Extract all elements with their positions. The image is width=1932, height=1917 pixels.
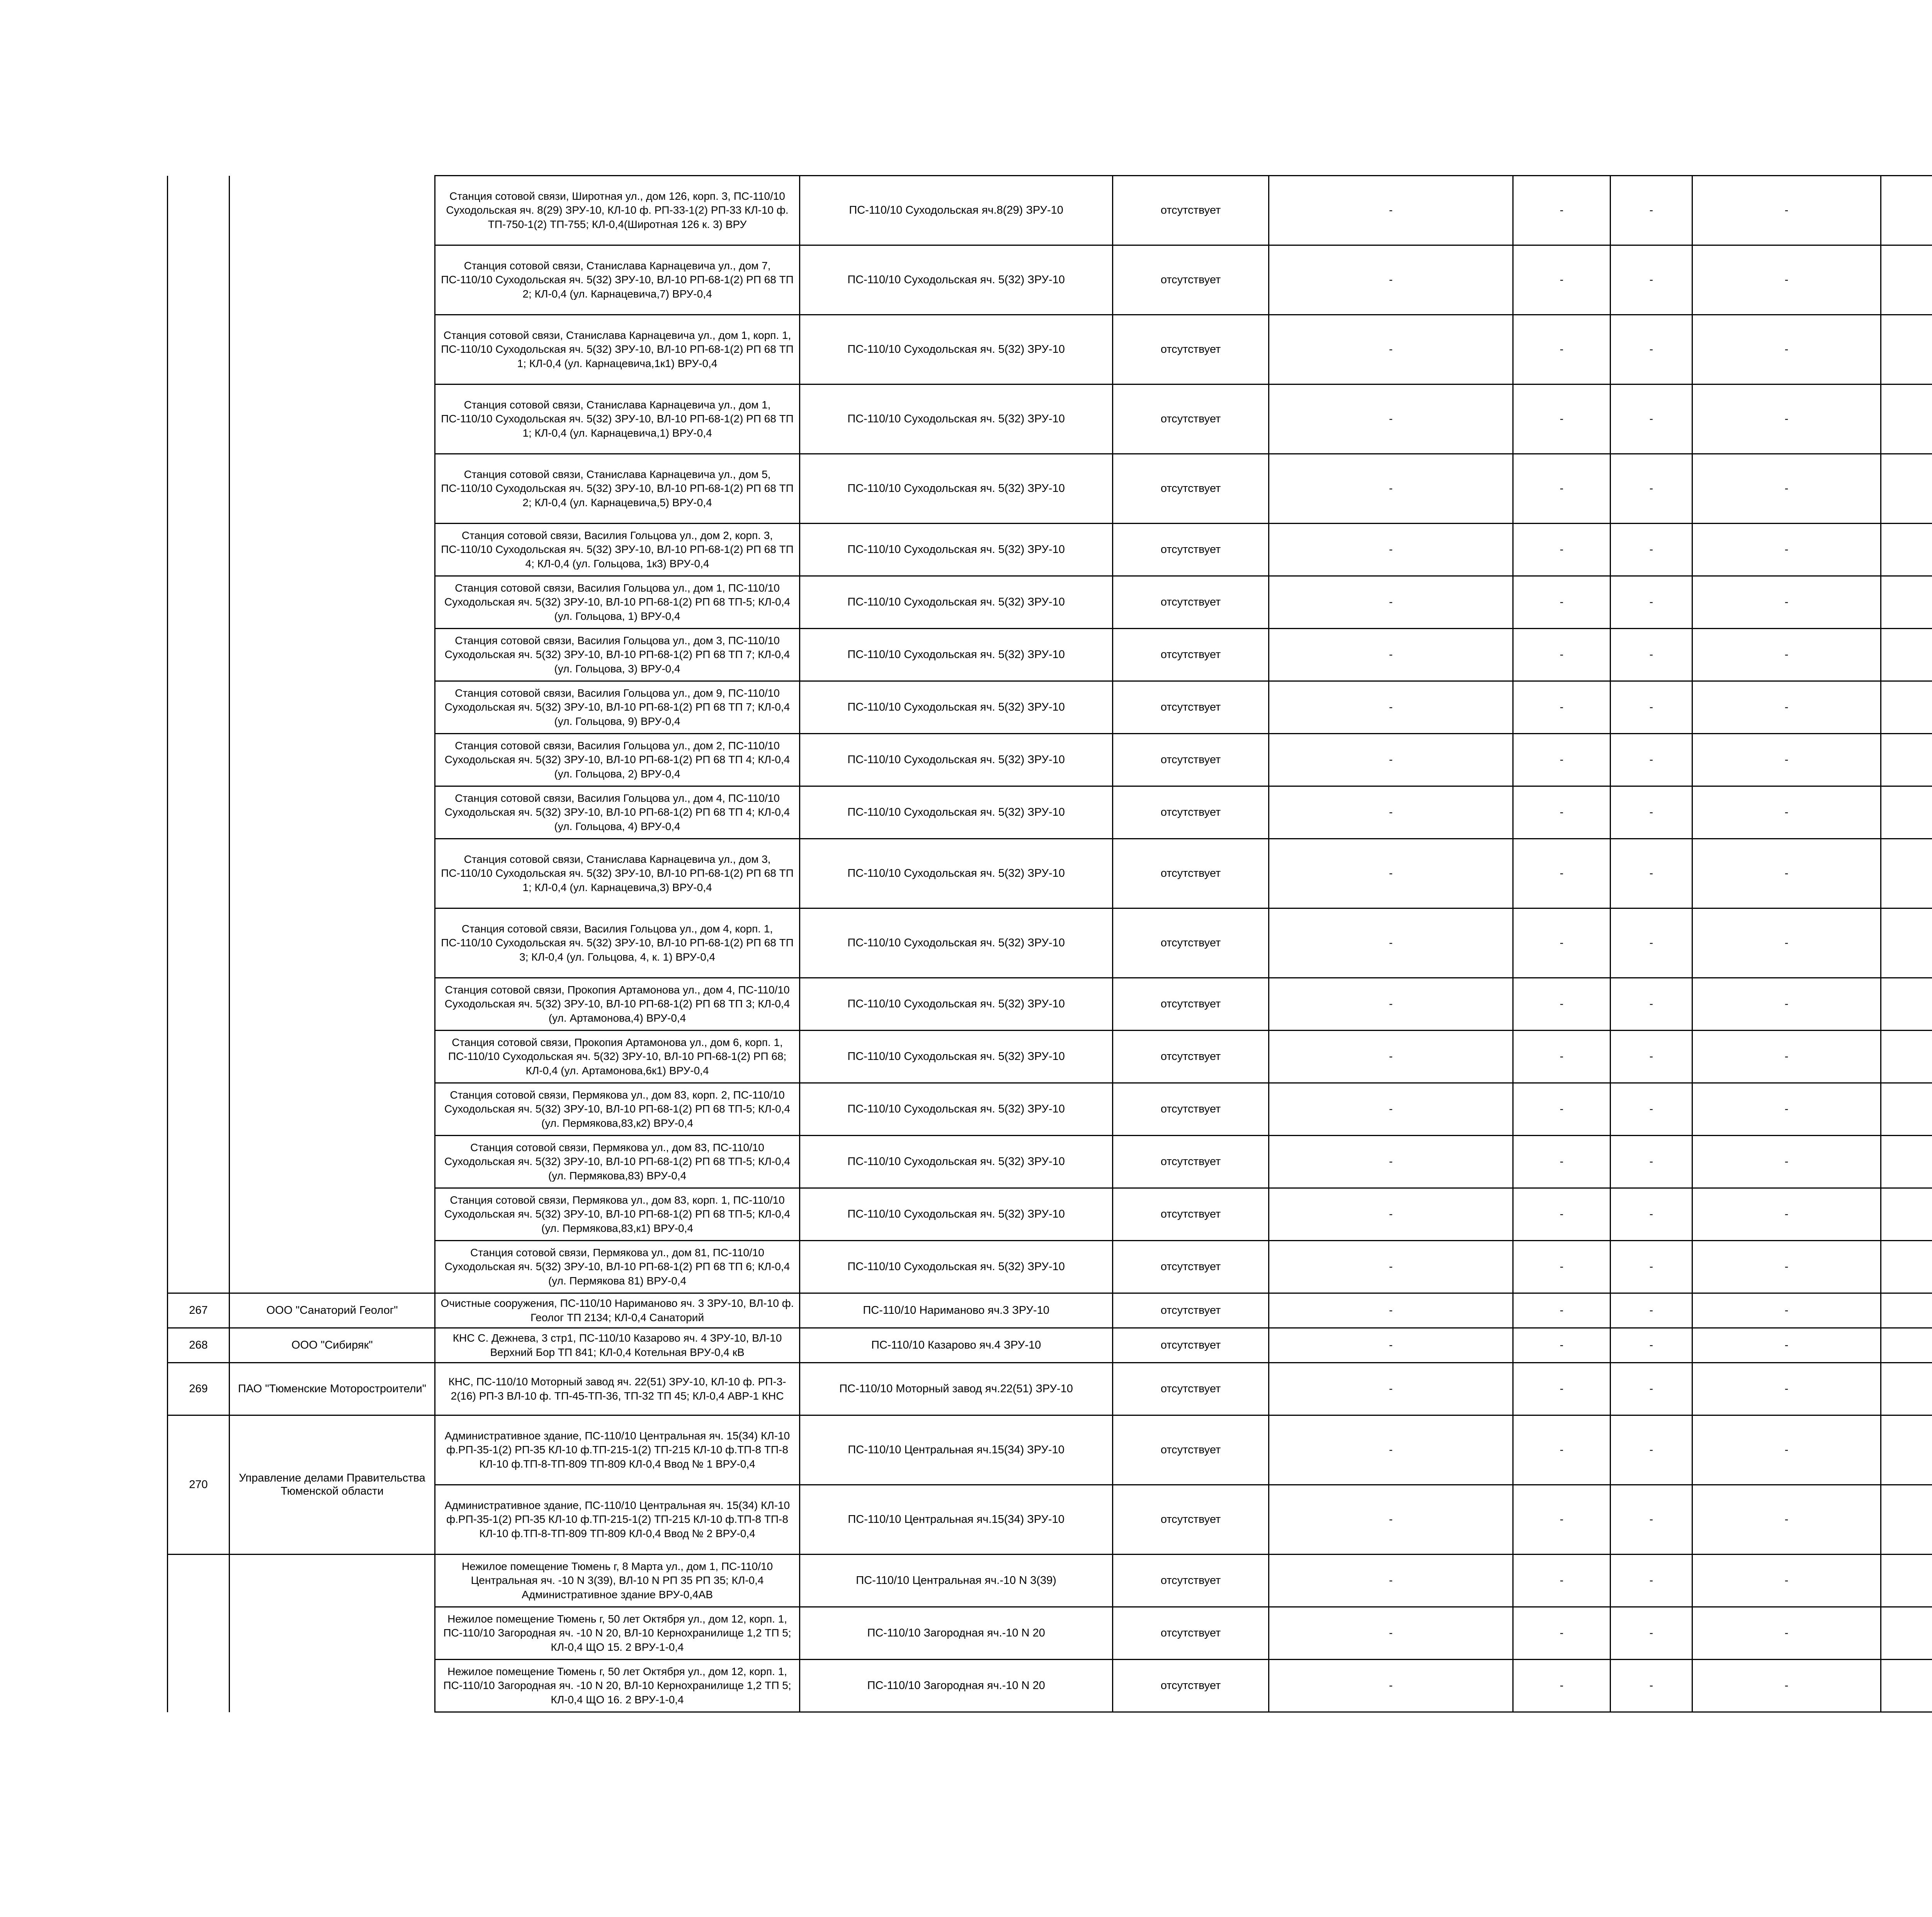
table-row	[168, 1415, 1932, 1485]
col9-cell	[1881, 1136, 1932, 1188]
col8-cell: -	[1692, 681, 1881, 734]
table-row	[168, 1363, 1932, 1415]
power-source-cell: ПС-110/10 Суходольская яч. 5(32) ЗРУ-10	[800, 978, 1113, 1031]
table-row	[168, 176, 1932, 245]
col7-cell: -	[1611, 1188, 1692, 1241]
col8-cell: -	[1692, 1660, 1881, 1712]
col9-cell	[1881, 1363, 1932, 1415]
col6-cell: -	[1513, 576, 1611, 629]
col9-cell	[1881, 315, 1932, 384]
col8-cell: -	[1692, 978, 1881, 1031]
object-description-cell: Станция сотовой связи, Прокопия Артамонова ул., дом 6, корп. 1, ПС-110/10 Суходольская яч. 5(32) ЗРУ-10, ВЛ-10 РП-68-1(2) РП 68; КЛ-0,4 (ул. Артамонова,6к1) ВРУ-0,4	[435, 1031, 800, 1083]
col9-cell	[1881, 1660, 1932, 1712]
col6-cell: -	[1513, 1293, 1611, 1328]
power-source-cell: ПС-110/10 Моторный завод яч.22(51) ЗРУ-10	[800, 1363, 1113, 1415]
col5-cell: -	[1269, 1241, 1513, 1293]
object-description-cell: Станция сотовой связи, Пермякова ул., дом 83, корп. 2, ПС-110/10 Суходольская яч. 5(32) ЗРУ-10, ВЛ-10 РП-68-1(2) РП 68 ТП-5; КЛ-0,4 (ул. Пермякова,83,к2) ВРУ-0,4	[435, 1083, 800, 1136]
col7-cell: -	[1611, 786, 1692, 839]
col9-cell	[1881, 1188, 1932, 1241]
object-description-cell: Очистные сооружения, ПС-110/10 Нариманово яч. 3 ЗРУ-10, ВЛ-10 ф. Геолог ТП 2134; КЛ-0,4 Санаторий	[435, 1293, 800, 1328]
col5-cell: -	[1269, 454, 1513, 524]
data-table	[167, 175, 1932, 1713]
col7-cell: -	[1611, 245, 1692, 315]
status-cell: отсутствует	[1113, 1555, 1269, 1607]
col8-cell: -	[1692, 1555, 1881, 1607]
col8-cell: -	[1692, 524, 1881, 576]
col6-cell: -	[1513, 1083, 1611, 1136]
col6-cell: -	[1513, 1607, 1611, 1660]
col9-cell	[1881, 1083, 1932, 1136]
col5-cell: -	[1269, 384, 1513, 454]
col8-cell: -	[1692, 245, 1881, 315]
status-cell: отсутствует	[1113, 978, 1269, 1031]
object-description-cell: Нежилое помещение Тюмень г, 50 лет Октября ул., дом 12, корп. 1, ПС-110/10 Загородная яч. -10 N 20, ВЛ-10 Кернохранилище 1,2 ТП 5; КЛ-0,4 ЩО 15. 2 ВРУ-1-0,4	[435, 1607, 800, 1660]
col7-cell: -	[1611, 1607, 1692, 1660]
object-description-cell: Станция сотовой связи, Станислава Карнацевича ул., дом 1, корп. 1, ПС-110/10 Суходольская яч. 5(32) ЗРУ-10, ВЛ-10 РП-68-1(2) РП 68 ТП 1; КЛ-0,4 (ул. Карнацевича,1к1) ВРУ-0,4	[435, 315, 800, 384]
status-cell: отсутствует	[1113, 1485, 1269, 1555]
col9-cell	[1881, 1555, 1932, 1607]
col5-cell: -	[1269, 1188, 1513, 1241]
status-cell: отсутствует	[1113, 1188, 1269, 1241]
power-source-cell: ПС-110/10 Казарово яч.4 ЗРУ-10	[800, 1328, 1113, 1363]
power-source-cell: ПС-110/10 Суходольская яч. 5(32) ЗРУ-10	[800, 384, 1113, 454]
object-description-cell: Станция сотовой связи, Пермякова ул., дом 83, корп. 1, ПС-110/10 Суходольская яч. 5(32) ЗРУ-10, ВЛ-10 РП-68-1(2) РП 68 ТП-5; КЛ-0,4 (ул. Пермякова,83,к1) ВРУ-0,4	[435, 1188, 800, 1241]
status-cell: отсутствует	[1113, 1415, 1269, 1485]
col8-cell: -	[1692, 1031, 1881, 1083]
power-source-cell: ПС-110/10 Нариманово яч.3 ЗРУ-10	[800, 1293, 1113, 1328]
col9-cell	[1881, 734, 1932, 786]
col8-cell: -	[1692, 629, 1881, 681]
col9-cell	[1881, 1328, 1932, 1363]
col5-cell: -	[1269, 524, 1513, 576]
col6-cell: -	[1513, 978, 1611, 1031]
organization-cell	[230, 1555, 435, 1712]
power-source-cell: ПС-110/10 Суходольская яч. 5(32) ЗРУ-10	[800, 629, 1113, 681]
object-description-cell: Станция сотовой связи, Пермякова ул., дом 83, ПС-110/10 Суходольская яч. 5(32) ЗРУ-10, ВЛ-10 РП-68-1(2) РП 68 ТП-5; КЛ-0,4 (ул. Пермякова,83) ВРУ-0,4	[435, 1136, 800, 1188]
table-row	[168, 1328, 1932, 1363]
col7-cell: -	[1611, 1363, 1692, 1415]
col5-cell: -	[1269, 1083, 1513, 1136]
col8-cell: -	[1692, 454, 1881, 524]
object-description-cell: Станция сотовой связи, Василия Гольцова ул., дом 9, ПС-110/10 Суходольская яч. 5(32) ЗРУ-10, ВЛ-10 РП-68-1(2) РП 68 ТП 7; КЛ-0,4 (ул. Гольцова, 9) ВРУ-0,4	[435, 681, 800, 734]
object-description-cell: Административное здание, ПС-110/10 Центральная яч. 15(34) КЛ-10 ф.РП-35-1(2) РП-35 КЛ-10 ф.ТП-215-1(2) ТП-215 КЛ-10 ф.ТП-8 ТП-8 КЛ-10 ф.ТП-8-ТП-809 ТП-809 КЛ-0,4 Ввод № 1 ВРУ-0,4	[435, 1415, 800, 1485]
organization-cell: ПАО "Тюменские Моторостроители"	[230, 1363, 435, 1415]
col5-cell: -	[1269, 978, 1513, 1031]
row-number-cell: 270	[168, 1415, 230, 1555]
col8-cell: -	[1692, 1607, 1881, 1660]
power-source-cell: ПС-110/10 Загородная яч.-10 N 20	[800, 1660, 1113, 1712]
col5-cell: -	[1269, 629, 1513, 681]
power-source-cell: ПС-110/10 Суходольская яч. 5(32) ЗРУ-10	[800, 1136, 1113, 1188]
power-source-cell: ПС-110/10 Суходольская яч. 5(32) ЗРУ-10	[800, 734, 1113, 786]
col9-cell	[1881, 681, 1932, 734]
status-cell: отсутствует	[1113, 734, 1269, 786]
col6-cell: -	[1513, 1555, 1611, 1607]
col6-cell: -	[1513, 1660, 1611, 1712]
col7-cell: -	[1611, 839, 1692, 908]
object-description-cell: Станция сотовой связи, Станислава Карнацевича ул., дом 3, ПС-110/10 Суходольская яч. 5(32) ЗРУ-10, ВЛ-10 РП-68-1(2) РП 68 ТП 1; КЛ-0,4 (ул. Карнацевича,3) ВРУ-0,4	[435, 839, 800, 908]
table-row	[168, 1293, 1932, 1328]
col9-cell	[1881, 176, 1932, 245]
row-number-cell	[168, 1555, 230, 1712]
col6-cell: -	[1513, 245, 1611, 315]
status-cell: отсутствует	[1113, 315, 1269, 384]
col8-cell: -	[1692, 786, 1881, 839]
col8-cell: -	[1692, 1241, 1881, 1293]
col6-cell: -	[1513, 1415, 1611, 1485]
object-description-cell: Станция сотовой связи, Василия Гольцова ул., дом 3, ПС-110/10 Суходольская яч. 5(32) ЗРУ-10, ВЛ-10 РП-68-1(2) РП 68 ТП 7; КЛ-0,4 (ул. Гольцова, 3) ВРУ-0,4	[435, 629, 800, 681]
power-source-cell: ПС-110/10 Суходольская яч.8(29) ЗРУ-10	[800, 176, 1113, 245]
col5-cell: -	[1269, 1293, 1513, 1328]
object-description-cell: Административное здание, ПС-110/10 Центральная яч. 15(34) КЛ-10 ф.РП-35-1(2) РП-35 КЛ-10 ф.ТП-215-1(2) ТП-215 КЛ-10 ф.ТП-8 ТП-8 КЛ-10 ф.ТП-8-ТП-809 ТП-809 КЛ-0,4 Ввод № 2 ВРУ-0,4	[435, 1485, 800, 1555]
col5-cell: -	[1269, 1415, 1513, 1485]
col5-cell: -	[1269, 1363, 1513, 1415]
col8-cell: -	[1692, 384, 1881, 454]
power-source-cell: ПС-110/10 Суходольская яч. 5(32) ЗРУ-10	[800, 1083, 1113, 1136]
col9-cell	[1881, 978, 1932, 1031]
col6-cell: -	[1513, 1136, 1611, 1188]
col7-cell: -	[1611, 384, 1692, 454]
object-description-cell: Станция сотовой связи, Станислава Карнацевича ул., дом 5, ПС-110/10 Суходольская яч. 5(32) ЗРУ-10, ВЛ-10 РП-68-1(2) РП 68 ТП 2; КЛ-0,4 (ул. Карнацевича,5) ВРУ-0,4	[435, 454, 800, 524]
col6-cell: -	[1513, 524, 1611, 576]
power-source-cell: ПС-110/10 Суходольская яч. 5(32) ЗРУ-10	[800, 245, 1113, 315]
status-cell: отсутствует	[1113, 629, 1269, 681]
col7-cell: -	[1611, 681, 1692, 734]
status-cell: отсутствует	[1113, 839, 1269, 908]
table-row	[168, 1555, 1932, 1607]
col5-cell: -	[1269, 1660, 1513, 1712]
status-cell: отсутствует	[1113, 1083, 1269, 1136]
power-source-cell: ПС-110/10 Суходольская яч. 5(32) ЗРУ-10	[800, 1031, 1113, 1083]
col7-cell: -	[1611, 1031, 1692, 1083]
status-cell: отсутствует	[1113, 576, 1269, 629]
col8-cell: -	[1692, 315, 1881, 384]
power-source-cell: ПС-110/10 Суходольская яч. 5(32) ЗРУ-10	[800, 839, 1113, 908]
object-description-cell: Станция сотовой связи, Василия Гольцова ул., дом 2, ПС-110/10 Суходольская яч. 5(32) ЗРУ-10, ВЛ-10 РП-68-1(2) РП 68 ТП 4; КЛ-0,4 (ул. Гольцова, 2) ВРУ-0,4	[435, 734, 800, 786]
col7-cell: -	[1611, 1293, 1692, 1328]
object-description-cell: Станция сотовой связи, Пермякова ул., дом 81, ПС-110/10 Суходольская яч. 5(32) ЗРУ-10, ВЛ-10 РП-68-1(2) РП 68 ТП 6; КЛ-0,4 (ул. Пермякова 81) ВРУ-0,4	[435, 1241, 800, 1293]
col8-cell: -	[1692, 1363, 1881, 1415]
status-cell: отсутствует	[1113, 1607, 1269, 1660]
power-source-cell: ПС-110/10 Суходольская яч. 5(32) ЗРУ-10	[800, 576, 1113, 629]
object-description-cell: Станция сотовой связи, Станислава Карнацевича ул., дом 1, ПС-110/10 Суходольская яч. 5(32) ЗРУ-10, ВЛ-10 РП-68-1(2) РП 68 ТП 1; КЛ-0,4 (ул. Карнацевича,1) ВРУ-0,4	[435, 384, 800, 454]
col8-cell: -	[1692, 839, 1881, 908]
col8-cell: -	[1692, 1188, 1881, 1241]
col6-cell: -	[1513, 734, 1611, 786]
organization-cell	[230, 176, 435, 1293]
col9-cell	[1881, 1241, 1932, 1293]
col7-cell: -	[1611, 1241, 1692, 1293]
col7-cell: -	[1611, 978, 1692, 1031]
object-description-cell: Нежилое помещение Тюмень г, 50 лет Октября ул., дом 12, корп. 1, ПС-110/10 Загородная яч. -10 N 20, ВЛ-10 Кернохранилище 1,2 ТП 5; КЛ-0,4 ЩО 16. 2 ВРУ-1-0,4	[435, 1660, 800, 1712]
col6-cell: -	[1513, 176, 1611, 245]
col7-cell: -	[1611, 1660, 1692, 1712]
object-description-cell: Станция сотовой связи, Василия Гольцова ул., дом 4, ПС-110/10 Суходольская яч. 5(32) ЗРУ-10, ВЛ-10 РП-68-1(2) РП 68 ТП 4; КЛ-0,4 (ул. Гольцова, 4) ВРУ-0,4	[435, 786, 800, 839]
col9-cell	[1881, 384, 1932, 454]
col9-cell	[1881, 1415, 1932, 1485]
col7-cell: -	[1611, 734, 1692, 786]
col5-cell: -	[1269, 786, 1513, 839]
status-cell: отсутствует	[1113, 454, 1269, 524]
col7-cell: -	[1611, 1485, 1692, 1555]
col6-cell: -	[1513, 629, 1611, 681]
col7-cell: -	[1611, 1328, 1692, 1363]
col9-cell	[1881, 908, 1932, 978]
col9-cell	[1881, 576, 1932, 629]
col8-cell: -	[1692, 1083, 1881, 1136]
status-cell: отсутствует	[1113, 1031, 1269, 1083]
col5-cell: -	[1269, 734, 1513, 786]
col6-cell: -	[1513, 1188, 1611, 1241]
col9-cell	[1881, 1293, 1932, 1328]
object-description-cell: КНС, ПС-110/10 Моторный завод яч. 22(51) ЗРУ-10, КЛ-10 ф. РП-3-2(16) РП-3 ВЛ-10 ф. ТП-45-ТП-36, ТП-32 ТП 45; КЛ-0,4 АВР-1 КНС	[435, 1363, 800, 1415]
col9-cell	[1881, 839, 1932, 908]
col8-cell: -	[1692, 576, 1881, 629]
col9-cell	[1881, 454, 1932, 524]
status-cell: отсутствует	[1113, 1328, 1269, 1363]
col7-cell: -	[1611, 1136, 1692, 1188]
status-cell: отсутствует	[1113, 786, 1269, 839]
col7-cell: -	[1611, 908, 1692, 978]
organization-cell: ООО "Сибиряк"	[230, 1328, 435, 1363]
col9-cell	[1881, 1031, 1932, 1083]
power-source-cell: ПС-110/10 Суходольская яч. 5(32) ЗРУ-10	[800, 1188, 1113, 1241]
col6-cell: -	[1513, 384, 1611, 454]
col6-cell: -	[1513, 1485, 1611, 1555]
col6-cell: -	[1513, 908, 1611, 978]
col6-cell: -	[1513, 1328, 1611, 1363]
col7-cell: -	[1611, 315, 1692, 384]
col7-cell: -	[1611, 576, 1692, 629]
col7-cell: -	[1611, 176, 1692, 245]
col5-cell: -	[1269, 1136, 1513, 1188]
status-cell: отсутствует	[1113, 524, 1269, 576]
status-cell: отсутствует	[1113, 681, 1269, 734]
col5-cell: -	[1269, 245, 1513, 315]
col5-cell: -	[1269, 1485, 1513, 1555]
col7-cell: -	[1611, 454, 1692, 524]
col8-cell: -	[1692, 1485, 1881, 1555]
col5-cell: -	[1269, 681, 1513, 734]
row-number-cell: 268	[168, 1328, 230, 1363]
col5-cell: -	[1269, 1555, 1513, 1607]
col7-cell: -	[1611, 629, 1692, 681]
row-number-cell: 267	[168, 1293, 230, 1328]
object-description-cell: Станция сотовой связи, Станислава Карнацевича ул., дом 7, ПС-110/10 Суходольская яч. 5(32) ЗРУ-10, ВЛ-10 РП-68-1(2) РП 68 ТП 2; КЛ-0,4 (ул. Карнацевича,7) ВРУ-0,4	[435, 245, 800, 315]
power-source-cell: ПС-110/10 Суходольская яч. 5(32) ЗРУ-10	[800, 1241, 1113, 1293]
col9-cell	[1881, 1607, 1932, 1660]
row-number-cell: 269	[168, 1363, 230, 1415]
col5-cell: -	[1269, 839, 1513, 908]
col9-cell	[1881, 786, 1932, 839]
col9-cell	[1881, 245, 1932, 315]
col8-cell: -	[1692, 176, 1881, 245]
col8-cell: -	[1692, 734, 1881, 786]
power-source-cell: ПС-110/10 Суходольская яч. 5(32) ЗРУ-10	[800, 524, 1113, 576]
power-source-cell: ПС-110/10 Суходольская яч. 5(32) ЗРУ-10	[800, 681, 1113, 734]
power-source-cell: ПС-110/10 Центральная яч.-10 N 3(39)	[800, 1555, 1113, 1607]
col5-cell: -	[1269, 315, 1513, 384]
col9-cell	[1881, 524, 1932, 576]
col6-cell: -	[1513, 454, 1611, 524]
col5-cell: -	[1269, 1328, 1513, 1363]
status-cell: отсутствует	[1113, 1363, 1269, 1415]
status-cell: отсутствует	[1113, 908, 1269, 978]
row-number-cell	[168, 176, 230, 1293]
power-source-cell: ПС-110/10 Загородная яч.-10 N 20	[800, 1607, 1113, 1660]
col5-cell: -	[1269, 1031, 1513, 1083]
col8-cell: -	[1692, 1293, 1881, 1328]
col7-cell: -	[1611, 524, 1692, 576]
power-source-cell: ПС-110/10 Суходольская яч. 5(32) ЗРУ-10	[800, 315, 1113, 384]
col9-cell	[1881, 1485, 1932, 1555]
status-cell: отсутствует	[1113, 1241, 1269, 1293]
col6-cell: -	[1513, 1031, 1611, 1083]
col6-cell: -	[1513, 681, 1611, 734]
power-source-cell: ПС-110/10 Суходольская яч. 5(32) ЗРУ-10	[800, 908, 1113, 978]
col6-cell: -	[1513, 1363, 1611, 1415]
organization-cell: Управление делами Правительства Тюменской области	[230, 1415, 435, 1555]
col8-cell: -	[1692, 1328, 1881, 1363]
col8-cell: -	[1692, 908, 1881, 978]
object-description-cell: Станция сотовой связи, Василия Гольцова ул., дом 4, корп. 1, ПС-110/10 Суходольская яч. 5(32) ЗРУ-10, ВЛ-10 РП-68-1(2) РП 68 ТП 3; КЛ-0,4 (ул. Гольцова, 4, к. 1) ВРУ-0,4	[435, 908, 800, 978]
object-description-cell: Станция сотовой связи, Василия Гольцова ул., дом 1, ПС-110/10 Суходольская яч. 5(32) ЗРУ-10, ВЛ-10 РП-68-1(2) РП 68 ТП-5; КЛ-0,4 (ул. Гольцова, 1) ВРУ-0,4	[435, 576, 800, 629]
col6-cell: -	[1513, 315, 1611, 384]
status-cell: отсутствует	[1113, 1136, 1269, 1188]
object-description-cell: Станция сотовой связи, Широтная ул., дом 126, корп. 3, ПС-110/10 Суходольская яч. 8(29) ЗРУ-10, КЛ-10 ф. РП-33-1(2) РП-33 КЛ-10 ф. ТП-750-1(2) ТП-755; КЛ-0,4(Широтная 126 к. 3) ВРУ	[435, 176, 800, 245]
object-description-cell: Нежилое помещение Тюмень г, 8 Марта ул., дом 1, ПС-110/10 Центральная яч. -10 N 3(39), ВЛ-10 N РП 35 РП 35; КЛ-0,4 Административное здание ВРУ-0,4АВ	[435, 1555, 800, 1607]
power-source-cell: ПС-110/10 Суходольская яч. 5(32) ЗРУ-10	[800, 786, 1113, 839]
object-description-cell: КНС С. Дежнева, 3 стр1, ПС-110/10 Казарово яч. 4 ЗРУ-10, ВЛ-10 Верхний Бор ТП 841; КЛ-0,4 Котельная ВРУ-0,4 кВ	[435, 1328, 800, 1363]
col5-cell: -	[1269, 176, 1513, 245]
col6-cell: -	[1513, 786, 1611, 839]
col8-cell: -	[1692, 1136, 1881, 1188]
status-cell: отсутствует	[1113, 1660, 1269, 1712]
col5-cell: -	[1269, 908, 1513, 978]
power-source-cell: ПС-110/10 Центральная яч.15(34) ЗРУ-10	[800, 1485, 1113, 1555]
col7-cell: -	[1611, 1415, 1692, 1485]
status-cell: отсутствует	[1113, 245, 1269, 315]
col5-cell: -	[1269, 1607, 1513, 1660]
object-description-cell: Станция сотовой связи, Прокопия Артамонова ул., дом 4, ПС-110/10 Суходольская яч. 5(32) ЗРУ-10, ВЛ-10 РП-68-1(2) РП 68 ТП 3; КЛ-0,4 (ул. Артамонова,4) ВРУ-0,4	[435, 978, 800, 1031]
col6-cell: -	[1513, 839, 1611, 908]
col8-cell: -	[1692, 1415, 1881, 1485]
status-cell: отсутствует	[1113, 384, 1269, 454]
power-source-cell: ПС-110/10 Суходольская яч. 5(32) ЗРУ-10	[800, 454, 1113, 524]
status-cell: отсутствует	[1113, 1293, 1269, 1328]
object-description-cell: Станция сотовой связи, Василия Гольцова ул., дом 2, корп. 3, ПС-110/10 Суходольская яч. 5(32) ЗРУ-10, ВЛ-10 РП-68-1(2) РП 68 ТП 4; КЛ-0,4 (ул. Гольцова, 1к3) ВРУ-0,4	[435, 524, 800, 576]
power-source-cell: ПС-110/10 Центральная яч.15(34) ЗРУ-10	[800, 1415, 1113, 1485]
col7-cell: -	[1611, 1555, 1692, 1607]
organization-cell: ООО "Санаторий Геолог"	[230, 1293, 435, 1328]
col6-cell: -	[1513, 1241, 1611, 1293]
col7-cell: -	[1611, 1083, 1692, 1136]
status-cell: отсутствует	[1113, 176, 1269, 245]
col9-cell	[1881, 629, 1932, 681]
col5-cell: -	[1269, 576, 1513, 629]
